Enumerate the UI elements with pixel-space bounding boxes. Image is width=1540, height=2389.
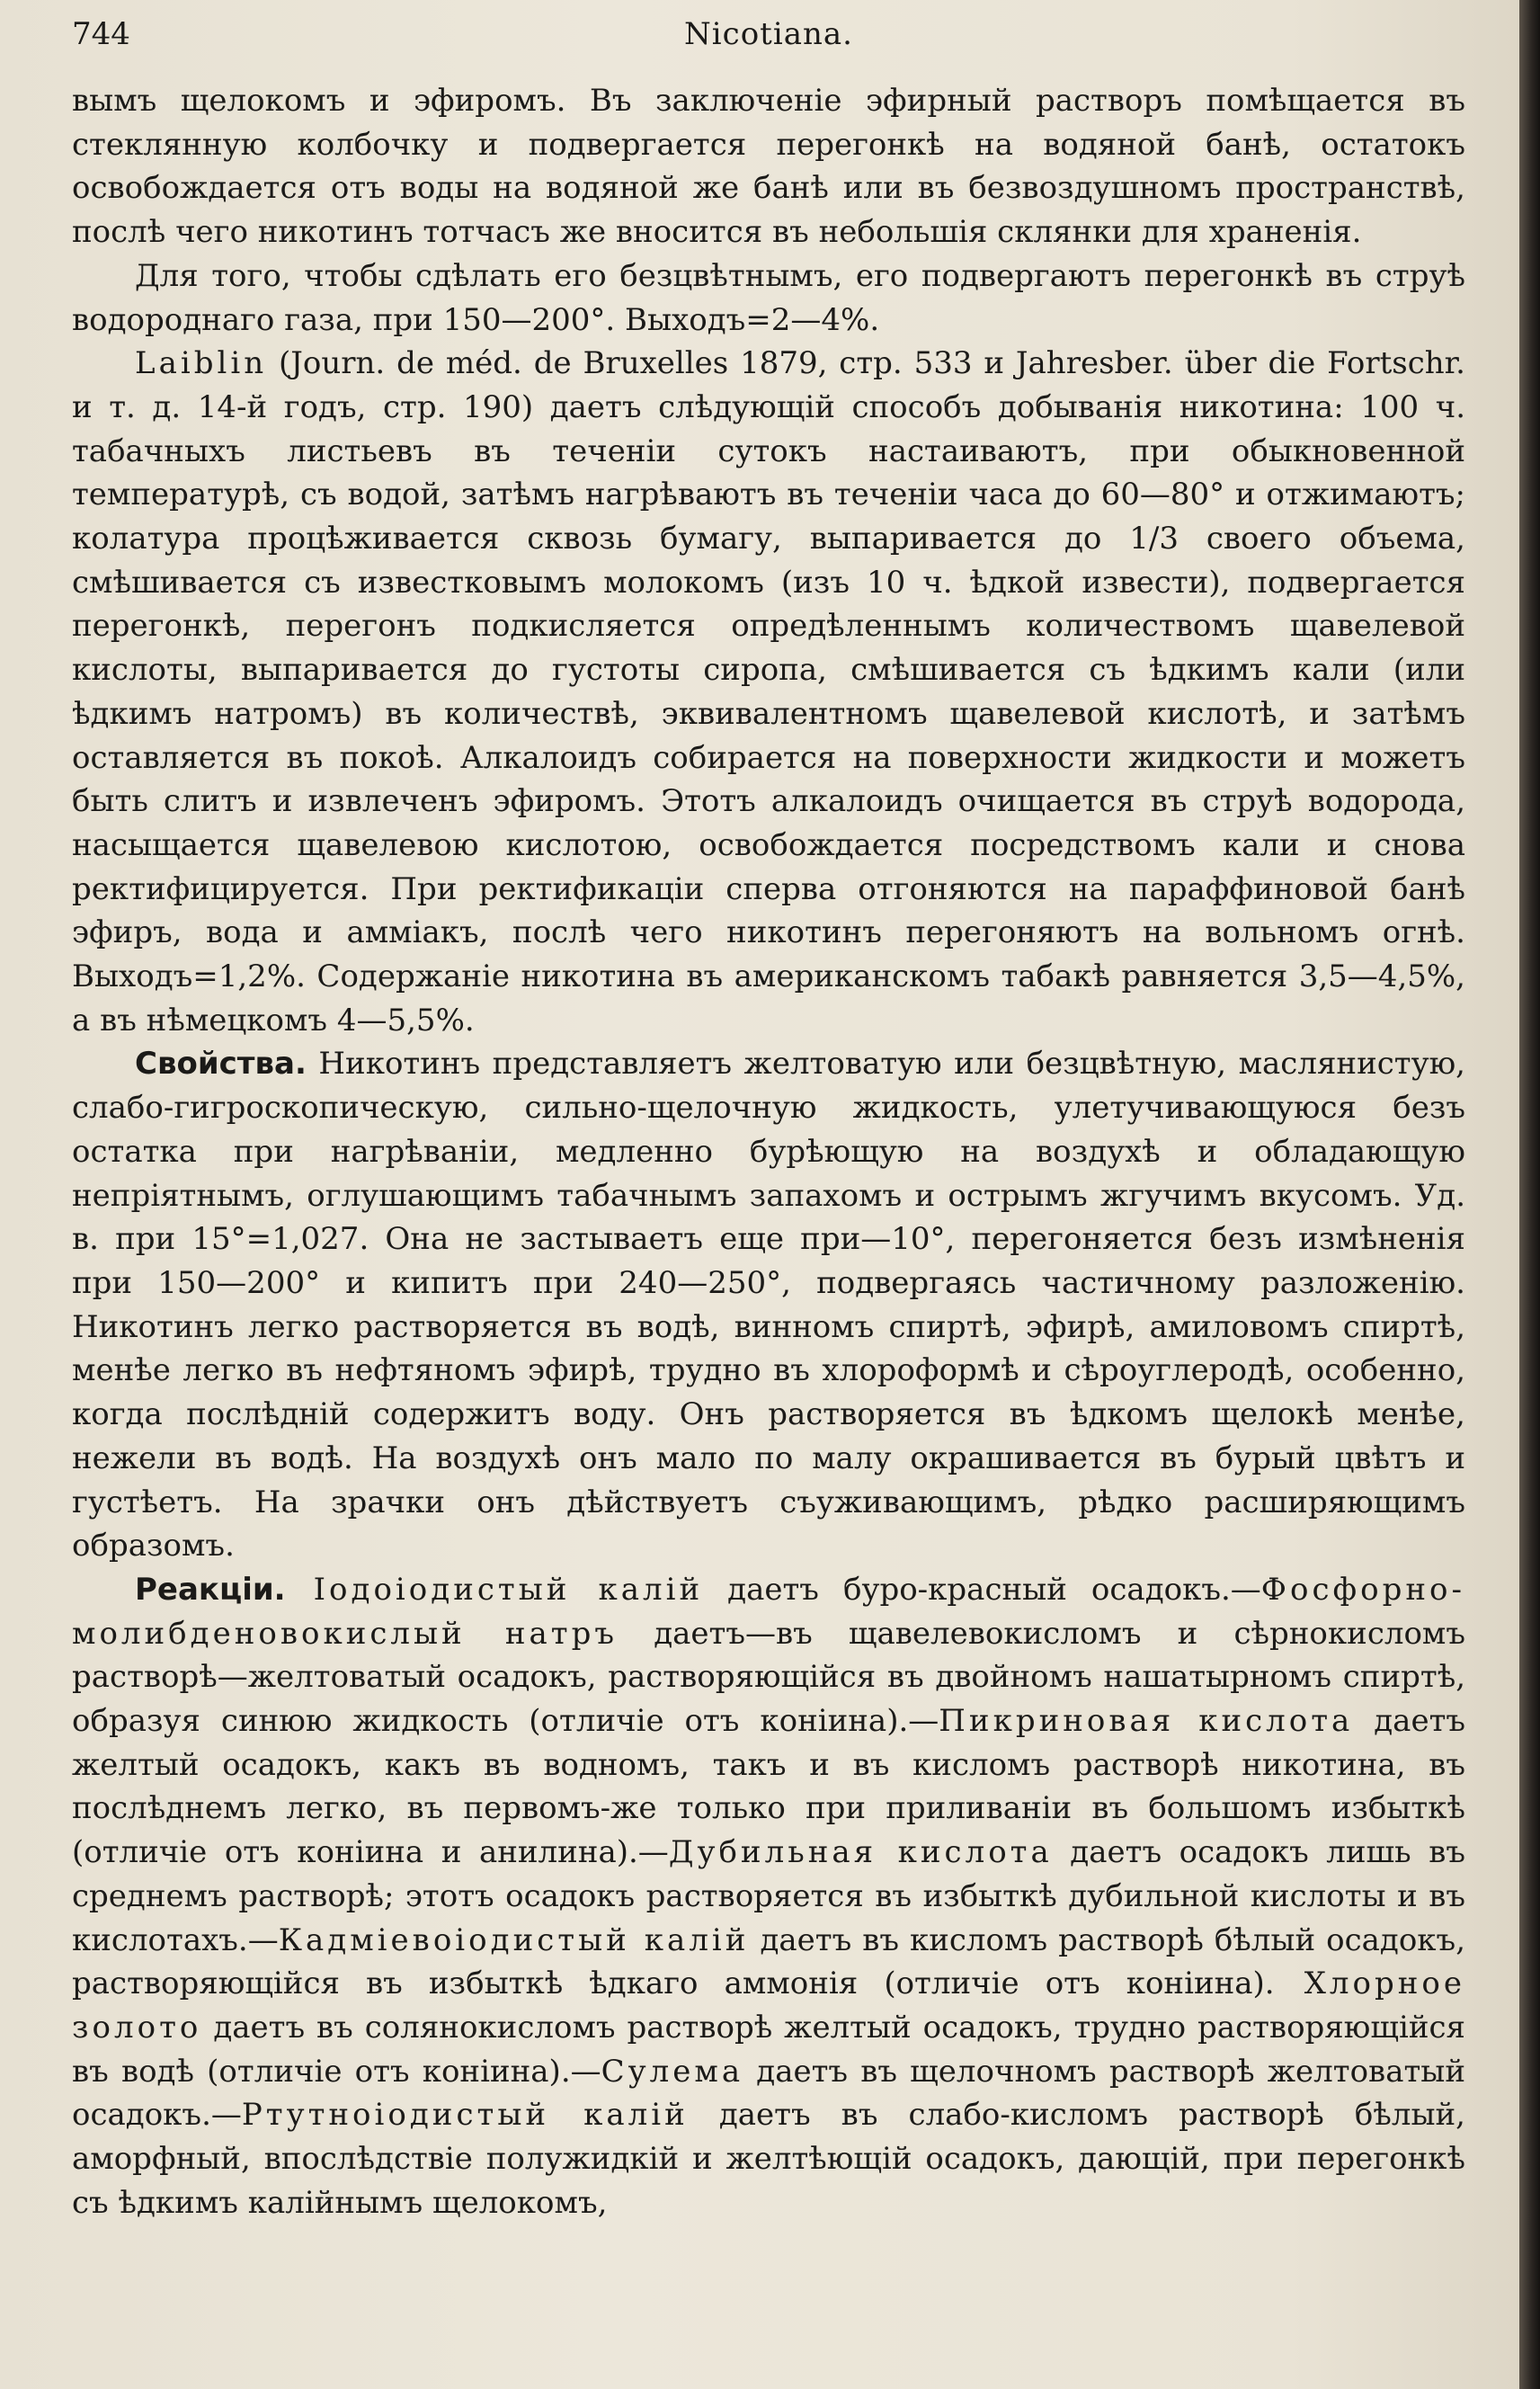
page-number: 744 xyxy=(72,16,130,52)
reaction-text: даетъ—въ щавелевокисломъ и сѣрнокисломъ растворѣ—желтоватый осадокъ, растворяющійся въ двойномъ нашатырномъ спиртѣ, образуя синюю жидкость (отличіе отъ коніина).— xyxy=(72,1615,1466,1740)
paragraph-extraction-end: вымъ щелокомъ и эфиромъ. Въ заключеніе эфирный растворъ помѣщается въ стеклянную колбочку и подвергается перегонкѣ на водяной банѣ, остатокъ освобождается отъ воды на водяной же банѣ или въ безвоздушномъ пространствѣ, послѣ чего никотинъ тотчасъ же вносится въ небольшія склянки для храненія. xyxy=(72,83,1465,251)
section-heading-properties: Свойства. xyxy=(135,1046,307,1083)
reagent-name: Пикриновая кислота xyxy=(939,1703,1354,1740)
reaction-text: даетъ въ солянокисломъ растворѣ желтый осадокъ, трудно растворяющійся въ водѣ (отличіе отъ коніина).— xyxy=(72,2009,1465,2090)
section-heading-reactions: Реакціи. xyxy=(135,1571,286,1608)
paragraph-laiblin-text: (Journ. de méd. de Bruxelles 1879, стр. 533 и Jahresber. über die Fortschr. и т. д. 14-й годъ, стр. 190) даетъ слѣдующій способъ добыванія никотина: 100 ч. табачныхъ листьевъ въ теченіи сутокъ настаиваютъ, при обыкновенной температурѣ, съ водой, затѣмъ нагрѣваютъ въ теченіи часа до 60—80° и отжимаютъ; колатура процѣживается сквозь бумагу, выпаривается до 1/3 своего объема, смѣшивается съ известковымъ молокомъ (изъ 10 ч. ѣдкой извести), подвергается перегонкѣ, перегонъ подкисляется опредѣленнымъ количествомъ щавелевой кислоты, выпаривается до густоты сиропа, смѣшивается съ ѣдкимъ кали (или ѣдкимъ натромъ) въ количествѣ, эквивалентномъ щавелевой кислотѣ, и затѣмъ оставляется въ покоѣ. Алкалоидъ собирается на поверхности жидкости и можетъ быть слитъ и извлеченъ эфиромъ. Этотъ алкалоидъ очищается въ струѣ водорода, насыщается щавелевою кислотою, освобождается посредствомъ кали и снова ректифицируется. При ректификаціи сперва отгоняются на параффиновой банѣ эфиръ, вода и амміакъ, послѣ чего никотинъ перегоняютъ на вольномъ огнѣ. Выходъ=1,2%. Содержаніе никотина въ американскомъ табакѣ равняется 3,5—4,5%, а въ нѣмецкомъ 4—5,5%. xyxy=(72,345,1465,1039)
reagent-name: Дубильная кислота xyxy=(668,1834,1053,1871)
running-head: Nicotiana. xyxy=(684,16,853,52)
paragraph-decolorization: Для того, чтобы сдѣлать его безцвѣтнымъ, его подвергаютъ перегонкѣ въ струѣ водороднаго газа, при 150—200°. Выходъ=2—4%. xyxy=(72,257,1465,338)
reagent-name: Сулема xyxy=(601,2053,744,2090)
reaction-text: даетъ желтый осадокъ, какъ въ водномъ, такъ и въ кисломъ растворѣ никотина, въ послѣднемъ легко, въ первомъ-же только при приливаніи въ большомъ избыткѣ (отличіе отъ коніина и анилина).— xyxy=(72,1703,1466,1871)
paragraph-properties-text: Никотинъ представляетъ желтоватую или безцвѣтную, маслянистую, слабо-гигроскопическую, сильно-щелочную жидкость, улетучивающуюся безъ остатка при нагрѣваніи, медленно бурѣющую на воздухѣ и обладающую непріятнымъ, оглушающимъ табачнымъ запахомъ и острымъ жгучимъ вкусомъ. Уд. в. при 15°=1,027. Она не застываетъ еще при—10°, перегоняется безъ измѣненія при 150—200° и кипитъ при 240—250°, подвергаясь частичному разложенію. Никотинъ легко растворяется въ водѣ, винномъ спиртѣ, эфирѣ, амиловомъ спиртѣ, менѣе легко въ нефтяномъ эфирѣ, трудно въ хлороформѣ и сѣроуглеродѣ, особенно, когда послѣдній содержитъ воду. Онъ растворяется въ ѣдкомъ щелокѣ менѣе, нежели въ водѣ. На воздухѣ онъ мало по малу окрашивается въ бурый цвѣтъ и густѣетъ. На зрачки онъ дѣйствуетъ съуживающимъ, рѣдко расширяющимъ образомъ. xyxy=(72,1046,1465,1564)
page-header xyxy=(72,16,1465,79)
paragraph-laiblin-method xyxy=(72,342,1465,1042)
reagent-name: Ртутноіодистый калій xyxy=(241,2097,689,2134)
author-name: Laiblin xyxy=(135,345,268,382)
reaction-text: даетъ буро-красный осадокъ.— xyxy=(703,1571,1261,1608)
reagent-name: Іодоіодистый калій xyxy=(285,1571,704,1608)
paragraph-properties xyxy=(72,1042,1465,1567)
reagent-name: Фосфорно-молибденовокислый натръ xyxy=(72,1571,1465,1652)
reagent-name: Кадміевоіодистый калій xyxy=(278,1921,750,1958)
paragraph-reactions xyxy=(72,1568,1465,2225)
reaction-text: даетъ въ слабо-кисломъ растворѣ бѣлый, аморфный, впослѣдствіе полужидкій и желтѣющій осадокъ, дающій, при перегонкѣ съ ѣдкимъ калійнымъ щелокомъ, xyxy=(72,2097,1465,2221)
body-text xyxy=(72,79,1465,2224)
reaction-text: даетъ въ щелочномъ растворѣ желтоватый осадокъ.— xyxy=(72,2053,1465,2134)
reagent-name: Хлорное золото xyxy=(72,1966,1465,2046)
reaction-text: даетъ осадокъ лишь въ среднемъ растворѣ; этотъ осадокъ растворяется въ избыткѣ дубильной кислоты и въ кислотахъ.— xyxy=(72,1834,1465,1958)
reaction-text: даетъ въ кисломъ растворѣ бѣлый осадокъ, растворяющійся въ избыткѣ ѣдкаго аммонія (отличіе отъ коніина). xyxy=(72,1921,1465,2002)
book-spine-shadow xyxy=(1519,0,1540,2389)
